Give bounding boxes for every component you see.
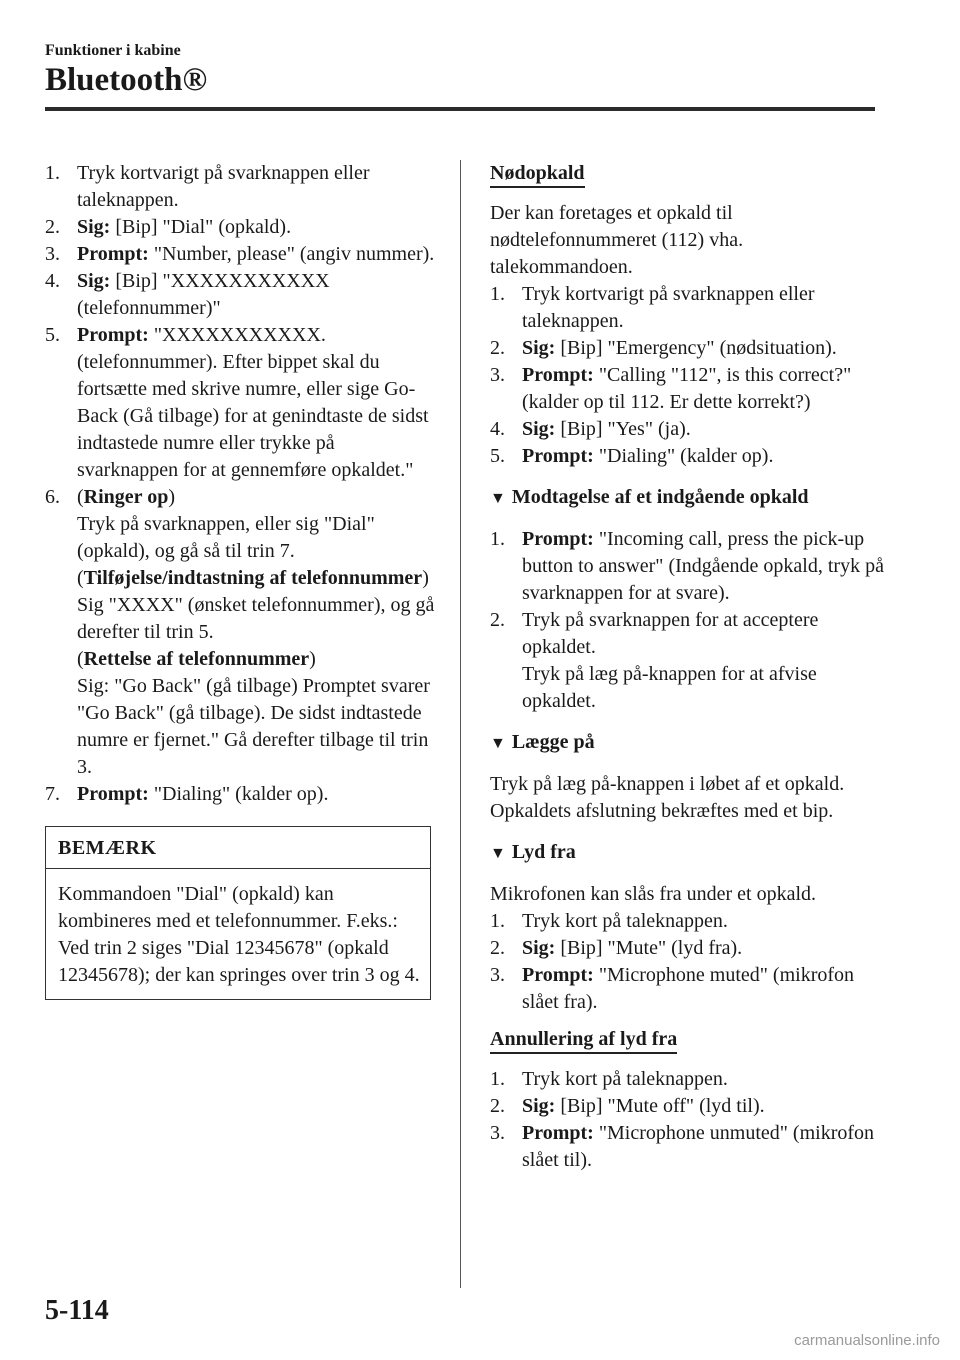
- left-step-1: [45, 160, 435, 214]
- step-number: 2.: [45, 216, 60, 238]
- step-label: Prompt:: [522, 964, 594, 986]
- substep-text-dialing: Tryk på svarknappen, eller sig "Dial" (opkald), og gå så til trin 7.: [77, 513, 375, 562]
- step-number: 4.: [45, 270, 60, 292]
- mute-step-3: [490, 962, 890, 1016]
- step-number: 1.: [490, 910, 505, 932]
- step-text: Tryk kortvarigt på svarknappen eller taleknappen.: [77, 162, 370, 211]
- left-step-7: [45, 781, 435, 808]
- step-text: Tryk kort på taleknappen.: [522, 910, 728, 932]
- unmute-heading: Annullering af lyd fra: [490, 1027, 677, 1054]
- step-text: [Bip] "XXXXXXXXXXX (telefonnummer)": [77, 270, 330, 319]
- step-text-accept: Tryk på svarknappen for at acceptere opkaldet.: [522, 609, 819, 658]
- step-label: Sig:: [522, 1095, 556, 1117]
- step-text: Tryk kort på taleknappen.: [522, 1068, 728, 1090]
- step-number: 1.: [45, 162, 60, 184]
- step-label: Prompt:: [522, 445, 594, 467]
- section-label: Funktioner i kabine: [45, 42, 181, 59]
- step-number: 2.: [490, 1095, 505, 1117]
- step-text: "Number, please" (angiv nummer).: [153, 243, 435, 265]
- incoming-heading: ▼ Modtagelse af et indgående opkald: [490, 484, 890, 512]
- substep-text-add-number: Sig "XXXX" (ønsket telefonnummer), og gå derefter til trin 5.: [77, 594, 435, 643]
- step-text: [Bip] "Emergency" (nødsituation).: [560, 337, 837, 359]
- step-number: 7.: [45, 783, 60, 805]
- left-column: [45, 160, 435, 1000]
- step-label: Prompt:: [522, 1122, 594, 1144]
- watermark: carmanualsonline.info: [794, 1332, 940, 1349]
- step-text-reject: Tryk på læg på-knappen for at afvise opkaldet.: [522, 663, 817, 712]
- emergency-step-5: [490, 443, 890, 470]
- step-label: Prompt:: [522, 528, 594, 550]
- triangle-down-icon: ▼: [490, 735, 506, 752]
- substep-title-dialing: (Ringer op): [77, 486, 175, 508]
- step-number: 5.: [45, 324, 60, 346]
- step-number: 4.: [490, 418, 505, 440]
- hangup-heading: ▼ Lægge på: [490, 729, 890, 757]
- step-text: "Calling "112", is this correct?" (kalder op til 112. Er dette korrekt?): [522, 364, 852, 413]
- step-label: Prompt:: [77, 783, 149, 805]
- mute-intro: Mikrofonen kan slås fra under et opkald.: [490, 883, 817, 905]
- step-label: Sig:: [77, 270, 111, 292]
- step-number: 3.: [490, 364, 505, 386]
- note-text: Kommandoen "Dial" (opkald) kan kombineres med et telefonnummer. F.eks.: Ved trin 2 siges "Dial 12345678" (opkald 12345678); der kan springes over trin 3 og 4.: [58, 883, 420, 986]
- mute-heading: ▼ Lyd fra: [490, 839, 890, 867]
- step-number: 1.: [490, 528, 505, 550]
- column-divider: [460, 160, 461, 1288]
- step-number: 2.: [490, 337, 505, 359]
- step-label: Prompt:: [77, 243, 149, 265]
- step-number: 2.: [490, 937, 505, 959]
- step-number: 3.: [45, 243, 60, 265]
- step-text: "Microphone muted" (mikrofon slået fra).: [522, 964, 855, 1013]
- step-label: Prompt:: [522, 364, 594, 386]
- unmute-step-3: [490, 1120, 890, 1174]
- step-text: [Bip] "Mute off" (lyd til).: [560, 1095, 765, 1117]
- step-text: [Bip] "Mute" (lyd fra).: [560, 937, 743, 959]
- left-step-6: [45, 484, 435, 781]
- step-label: Prompt:: [77, 324, 149, 346]
- unmute-step-2: [490, 1093, 890, 1120]
- note-box: [45, 826, 431, 1000]
- emergency-step-3: [490, 362, 890, 416]
- step-text: "Incoming call, press the pick-up button to answer" (Indgående opkald, tryk på svarknappen for at svare).: [522, 528, 884, 604]
- header-rule: [45, 107, 875, 111]
- left-step-3: [45, 241, 435, 268]
- substep-title-correct-number: (Rettelse af telefonnummer): [77, 648, 316, 670]
- incoming-step-1: [490, 526, 890, 607]
- note-heading: BEMÆRK: [46, 827, 430, 869]
- left-step-5: [45, 322, 435, 484]
- mute-step-1: [490, 908, 890, 935]
- step-number: 3.: [490, 964, 505, 986]
- emergency-step-1: [490, 281, 890, 335]
- emergency-intro: Der kan foretages et opkald til nødtelefonnummeret (112) vha. talekommandoen.: [490, 202, 744, 278]
- step-text: "Dialing" (kalder op).: [598, 445, 774, 467]
- emergency-step-4: [490, 416, 890, 443]
- step-text: [Bip] "Yes" (ja).: [560, 418, 691, 440]
- hangup-text: Tryk på læg på-knappen i løbet af et opkald. Opkaldets afslutning bekræftes med et bip.: [490, 773, 845, 822]
- step-number: 1.: [490, 1068, 505, 1090]
- step-number: 6.: [45, 486, 60, 508]
- substep-text-correct-number: Sig: "Go Back" (gå tilbage) Promptet svarer "Go Back" (gå tilbage). De sidst indtastede numre er fjernet." Gå derefter tilbage til trin 3.: [77, 675, 430, 778]
- mute-step-2: [490, 935, 890, 962]
- step-text: "Microphone unmuted" (mikrofon slået til).: [522, 1122, 875, 1171]
- step-number: 1.: [490, 283, 505, 305]
- chapter-title: Bluetooth®: [45, 62, 208, 98]
- step-label: Sig:: [77, 216, 111, 238]
- left-step-2: [45, 214, 435, 241]
- unmute-step-1: [490, 1066, 890, 1093]
- step-label: Sig:: [522, 937, 556, 959]
- page-number: 5-114: [45, 1295, 109, 1326]
- substep-title-add-number: (Tilføjelse/indtastning af telefonnummer): [77, 567, 429, 589]
- step-label: Sig:: [522, 418, 556, 440]
- step-text: [Bip] "Dial" (opkald).: [115, 216, 292, 238]
- step-number: 2.: [490, 609, 505, 631]
- step-text: "XXXXXXXXXXX. (telefonnummer). Efter bippet skal du fortsætte med skrive numre, eller sige Go-Back (Gå tilbage) for at genindtaste de sidst indtastede numre eller trykke på svarknappen for at gennemføre opkaldet.": [77, 324, 429, 481]
- emergency-heading: Nødopkald: [490, 161, 585, 188]
- right-column: [490, 160, 890, 1174]
- step-text: Tryk kortvarigt på svarknappen eller taleknappen.: [522, 283, 815, 332]
- triangle-down-icon: ▼: [490, 490, 506, 507]
- emergency-step-2: [490, 335, 890, 362]
- step-text: "Dialing" (kalder op).: [153, 783, 329, 805]
- step-number: 3.: [490, 1122, 505, 1144]
- triangle-down-icon: ▼: [490, 845, 506, 862]
- step-number: 5.: [490, 445, 505, 467]
- incoming-step-2: [490, 607, 890, 715]
- left-step-4: [45, 268, 435, 322]
- step-label: Sig:: [522, 337, 556, 359]
